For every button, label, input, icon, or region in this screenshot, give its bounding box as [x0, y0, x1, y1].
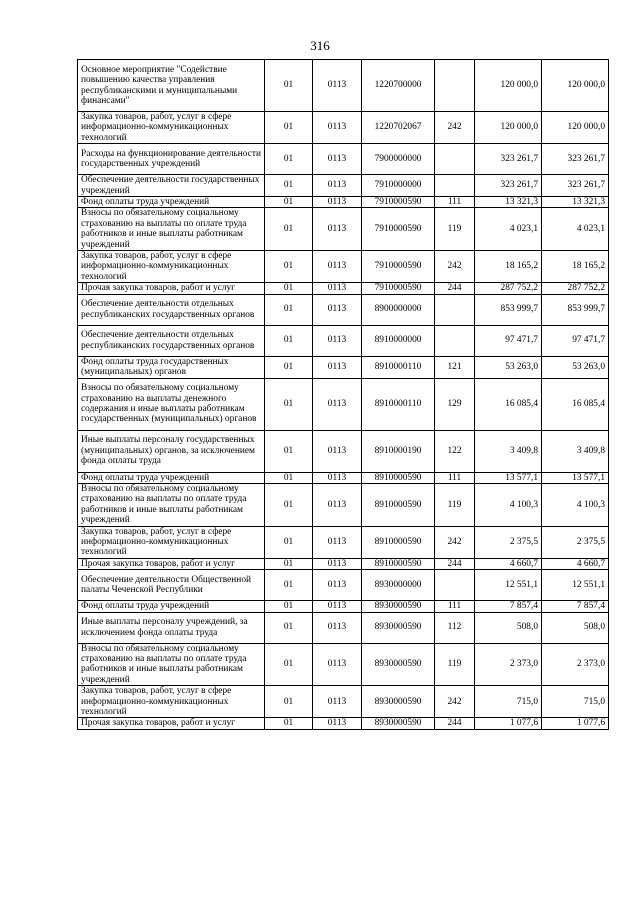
row-amount-1: 120 000,0 [475, 112, 542, 144]
table-row [78, 378, 609, 430]
table-row [78, 294, 609, 325]
table-row [78, 558, 609, 569]
row-subsection-code: 0113 [313, 208, 362, 251]
row-section-code: 01 [265, 601, 313, 612]
row-target-article-code: 8930000590 [362, 612, 435, 643]
row-amount-1: 4 100,3 [475, 483, 542, 526]
row-amount-2: 12 551,1 [542, 570, 609, 601]
row-section-code: 01 [265, 558, 313, 569]
row-name: Фонд оплаты труда учреждений [78, 472, 265, 483]
row-expense-type-code: 112 [435, 612, 475, 643]
table-row [78, 643, 609, 686]
row-name: Основное мероприятие "Содействие повышению качества управления республиканскими и муниципальными финансами" [78, 60, 265, 112]
row-section-code: 01 [265, 356, 313, 378]
row-target-article-code: 8910000590 [362, 483, 435, 526]
row-expense-type-code: 111 [435, 601, 475, 612]
row-amount-2: 13 577,1 [542, 472, 609, 483]
table-row [78, 686, 609, 718]
table-row [78, 208, 609, 251]
table-row [78, 612, 609, 643]
row-amount-1: 7 857,4 [475, 601, 542, 612]
row-section-code: 01 [265, 112, 313, 144]
table-row [78, 283, 609, 294]
row-amount-2: 715,0 [542, 686, 609, 718]
row-subsection-code: 0113 [313, 60, 362, 112]
row-expense-type-code [435, 325, 475, 356]
row-subsection-code: 0113 [313, 430, 362, 472]
row-amount-1: 1 077,6 [475, 718, 542, 729]
row-name: Обеспечение деятельности отдельных республиканских государственных органов [78, 325, 265, 356]
row-target-article-code: 7910000590 [362, 208, 435, 251]
row-amount-1: 2 375,5 [475, 526, 542, 558]
row-subsection-code: 0113 [313, 570, 362, 601]
table-row [78, 483, 609, 526]
row-name: Иные выплаты персоналу государственных (муниципальных) органов, за исключением фонда оплаты труда [78, 430, 265, 472]
row-section-code: 01 [265, 718, 313, 729]
row-amount-1: 16 085,4 [475, 378, 542, 430]
row-subsection-code: 0113 [313, 197, 362, 208]
row-section-code: 01 [265, 144, 313, 175]
row-subsection-code: 0113 [313, 378, 362, 430]
row-target-article-code: 7910000000 [362, 175, 435, 197]
table-row [78, 570, 609, 601]
row-section-code: 01 [265, 175, 313, 197]
row-target-article-code: 7910000590 [362, 283, 435, 294]
row-amount-2: 3 409,8 [542, 430, 609, 472]
table-row [78, 472, 609, 483]
row-target-article-code: 8930000000 [362, 570, 435, 601]
row-subsection-code: 0113 [313, 144, 362, 175]
row-section-code: 01 [265, 325, 313, 356]
row-expense-type-code: 242 [435, 112, 475, 144]
row-expense-type-code: 119 [435, 208, 475, 251]
row-expense-type-code: 242 [435, 686, 475, 718]
table-row [78, 197, 609, 208]
row-expense-type-code [435, 570, 475, 601]
row-amount-1: 287 752,2 [475, 283, 542, 294]
row-target-article-code: 1220700000 [362, 60, 435, 112]
row-name: Обеспечение деятельности отдельных республиканских государственных органов [78, 294, 265, 325]
row-subsection-code: 0113 [313, 472, 362, 483]
row-amount-1: 120 000,0 [475, 60, 542, 112]
row-target-article-code: 8910000000 [362, 325, 435, 356]
row-amount-2: 120 000,0 [542, 112, 609, 144]
table-row [78, 718, 609, 729]
row-section-code: 01 [265, 612, 313, 643]
row-expense-type-code: 121 [435, 356, 475, 378]
row-target-article-code: 7910000590 [362, 197, 435, 208]
row-subsection-code: 0113 [313, 601, 362, 612]
row-expense-type-code [435, 294, 475, 325]
row-expense-type-code: 122 [435, 430, 475, 472]
row-name: Прочая закупка товаров, работ и услуг [78, 558, 265, 569]
row-section-code: 01 [265, 570, 313, 601]
row-amount-1: 2 373,0 [475, 643, 542, 686]
row-amount-2: 120 000,0 [542, 60, 609, 112]
row-expense-type-code: 244 [435, 283, 475, 294]
row-section-code: 01 [265, 378, 313, 430]
row-subsection-code: 0113 [313, 526, 362, 558]
row-name: Фонд оплаты труда учреждений [78, 197, 265, 208]
row-amount-1: 323 261,7 [475, 144, 542, 175]
row-expense-type-code: 111 [435, 197, 475, 208]
row-amount-1: 97 471,7 [475, 325, 542, 356]
row-amount-1: 13 577,1 [475, 472, 542, 483]
row-target-article-code: 8930000590 [362, 601, 435, 612]
row-amount-2: 53 263,0 [542, 356, 609, 378]
row-section-code: 01 [265, 60, 313, 112]
row-subsection-code: 0113 [313, 294, 362, 325]
page-number: 316 [310, 38, 330, 53]
row-amount-2: 2 375,5 [542, 526, 609, 558]
row-amount-1: 4 023,1 [475, 208, 542, 251]
row-subsection-code: 0113 [313, 483, 362, 526]
row-name: Взносы по обязательному социальному страхованию на выплаты денежного содержания и иные выплаты работникам государственных (муниципальных) органов [78, 378, 265, 430]
row-name: Закупка товаров, работ, услуг в сфере информационно-коммуникационных технологий [78, 526, 265, 558]
row-name: Обеспечение деятельности Общественной палаты Чеченской Республики [78, 570, 265, 601]
table-row [78, 112, 609, 144]
row-name: Иные выплаты персоналу учреждений, за исключением фонда оплаты труда [78, 612, 265, 643]
row-amount-2: 853 999,7 [542, 294, 609, 325]
row-section-code: 01 [265, 197, 313, 208]
table-row [78, 601, 609, 612]
row-subsection-code: 0113 [313, 686, 362, 718]
row-subsection-code: 0113 [313, 643, 362, 686]
row-amount-2: 323 261,7 [542, 175, 609, 197]
table-row [78, 251, 609, 283]
row-subsection-code: 0113 [313, 175, 362, 197]
row-amount-1: 4 660,7 [475, 558, 542, 569]
row-subsection-code: 0113 [313, 325, 362, 356]
row-target-article-code: 1220702067 [362, 112, 435, 144]
table-row [78, 430, 609, 472]
row-amount-1: 853 999,7 [475, 294, 542, 325]
row-expense-type-code: 244 [435, 558, 475, 569]
row-amount-2: 18 165,2 [542, 251, 609, 283]
row-name: Расходы на функционирование деятельности государственных учреждений [78, 144, 265, 175]
row-amount-2: 287 752,2 [542, 283, 609, 294]
row-section-code: 01 [265, 251, 313, 283]
row-subsection-code: 0113 [313, 718, 362, 729]
row-target-article-code: 7900000000 [362, 144, 435, 175]
table-row [78, 356, 609, 378]
row-subsection-code: 0113 [313, 112, 362, 144]
row-target-article-code: 8910000110 [362, 378, 435, 430]
row-subsection-code: 0113 [313, 612, 362, 643]
row-amount-2: 4 660,7 [542, 558, 609, 569]
row-subsection-code: 0113 [313, 356, 362, 378]
row-target-article-code: 8930000590 [362, 686, 435, 718]
row-section-code: 01 [265, 294, 313, 325]
row-amount-2: 2 373,0 [542, 643, 609, 686]
row-target-article-code: 8910000590 [362, 526, 435, 558]
row-amount-1: 3 409,8 [475, 430, 542, 472]
row-target-article-code: 8910000190 [362, 430, 435, 472]
budget-table [77, 59, 609, 730]
row-expense-type-code: 111 [435, 472, 475, 483]
row-subsection-code: 0113 [313, 283, 362, 294]
row-expense-type-code: 242 [435, 251, 475, 283]
table-row [78, 325, 609, 356]
row-amount-2: 16 085,4 [542, 378, 609, 430]
row-amount-2: 1 077,6 [542, 718, 609, 729]
row-section-code: 01 [265, 472, 313, 483]
row-name: Закупка товаров, работ, услуг в сфере информационно-коммуникационных технологий [78, 112, 265, 144]
table-body [78, 60, 609, 730]
row-name: Взносы по обязательному социальному страхованию на выплаты по оплате труда работников и иные выплаты работникам учреждений [78, 643, 265, 686]
row-amount-2: 323 261,7 [542, 144, 609, 175]
row-target-article-code: 8930000590 [362, 718, 435, 729]
row-expense-type-code: 119 [435, 483, 475, 526]
row-amount-1: 715,0 [475, 686, 542, 718]
row-name: Взносы по обязательному социальному страхованию на выплаты по оплате труда работников и иные выплаты работникам учреждений [78, 208, 265, 251]
row-section-code: 01 [265, 643, 313, 686]
row-name: Обеспечение деятельности государственных учреждений [78, 175, 265, 197]
row-amount-2: 13 321,3 [542, 197, 609, 208]
row-subsection-code: 0113 [313, 558, 362, 569]
row-name: Взносы по обязательному социальному страхованию на выплаты по оплате труда работников и иные выплаты работникам учреждений [78, 483, 265, 526]
row-section-code: 01 [265, 283, 313, 294]
table-row [78, 144, 609, 175]
row-target-article-code: 8930000590 [362, 643, 435, 686]
row-expense-type-code: 242 [435, 526, 475, 558]
row-amount-2: 4 100,3 [542, 483, 609, 526]
row-section-code: 01 [265, 430, 313, 472]
row-section-code: 01 [265, 208, 313, 251]
row-target-article-code: 8910000110 [362, 356, 435, 378]
row-expense-type-code [435, 60, 475, 112]
row-subsection-code: 0113 [313, 251, 362, 283]
row-section-code: 01 [265, 526, 313, 558]
row-amount-1: 508,0 [475, 612, 542, 643]
row-name: Фонд оплаты труда учреждений [78, 601, 265, 612]
row-name: Прочая закупка товаров, работ и услуг [78, 283, 265, 294]
row-expense-type-code [435, 144, 475, 175]
row-target-article-code: 8910000590 [362, 472, 435, 483]
row-amount-1: 323 261,7 [475, 175, 542, 197]
row-name: Закупка товаров, работ, услуг в сфере информационно-коммуникационных технологий [78, 251, 265, 283]
row-amount-2: 97 471,7 [542, 325, 609, 356]
row-amount-2: 7 857,4 [542, 601, 609, 612]
table-row [78, 526, 609, 558]
row-amount-1: 13 321,3 [475, 197, 542, 208]
row-amount-1: 18 165,2 [475, 251, 542, 283]
row-expense-type-code [435, 175, 475, 197]
row-amount-2: 508,0 [542, 612, 609, 643]
row-target-article-code: 8900000000 [362, 294, 435, 325]
row-expense-type-code: 244 [435, 718, 475, 729]
row-section-code: 01 [265, 483, 313, 526]
row-amount-1: 12 551,1 [475, 570, 542, 601]
row-name: Закупка товаров, работ, услуг в сфере информационно-коммуникационных технологий [78, 686, 265, 718]
row-target-article-code: 8910000590 [362, 558, 435, 569]
row-expense-type-code: 129 [435, 378, 475, 430]
table-row [78, 175, 609, 197]
row-name: Фонд оплаты труда государственных (муниципальных) органов [78, 356, 265, 378]
row-expense-type-code: 119 [435, 643, 475, 686]
row-section-code: 01 [265, 686, 313, 718]
row-name: Прочая закупка товаров, работ и услуг [78, 718, 265, 729]
table-row [78, 60, 609, 112]
row-amount-1: 53 263,0 [475, 356, 542, 378]
row-amount-2: 4 023,1 [542, 208, 609, 251]
row-target-article-code: 7910000590 [362, 251, 435, 283]
